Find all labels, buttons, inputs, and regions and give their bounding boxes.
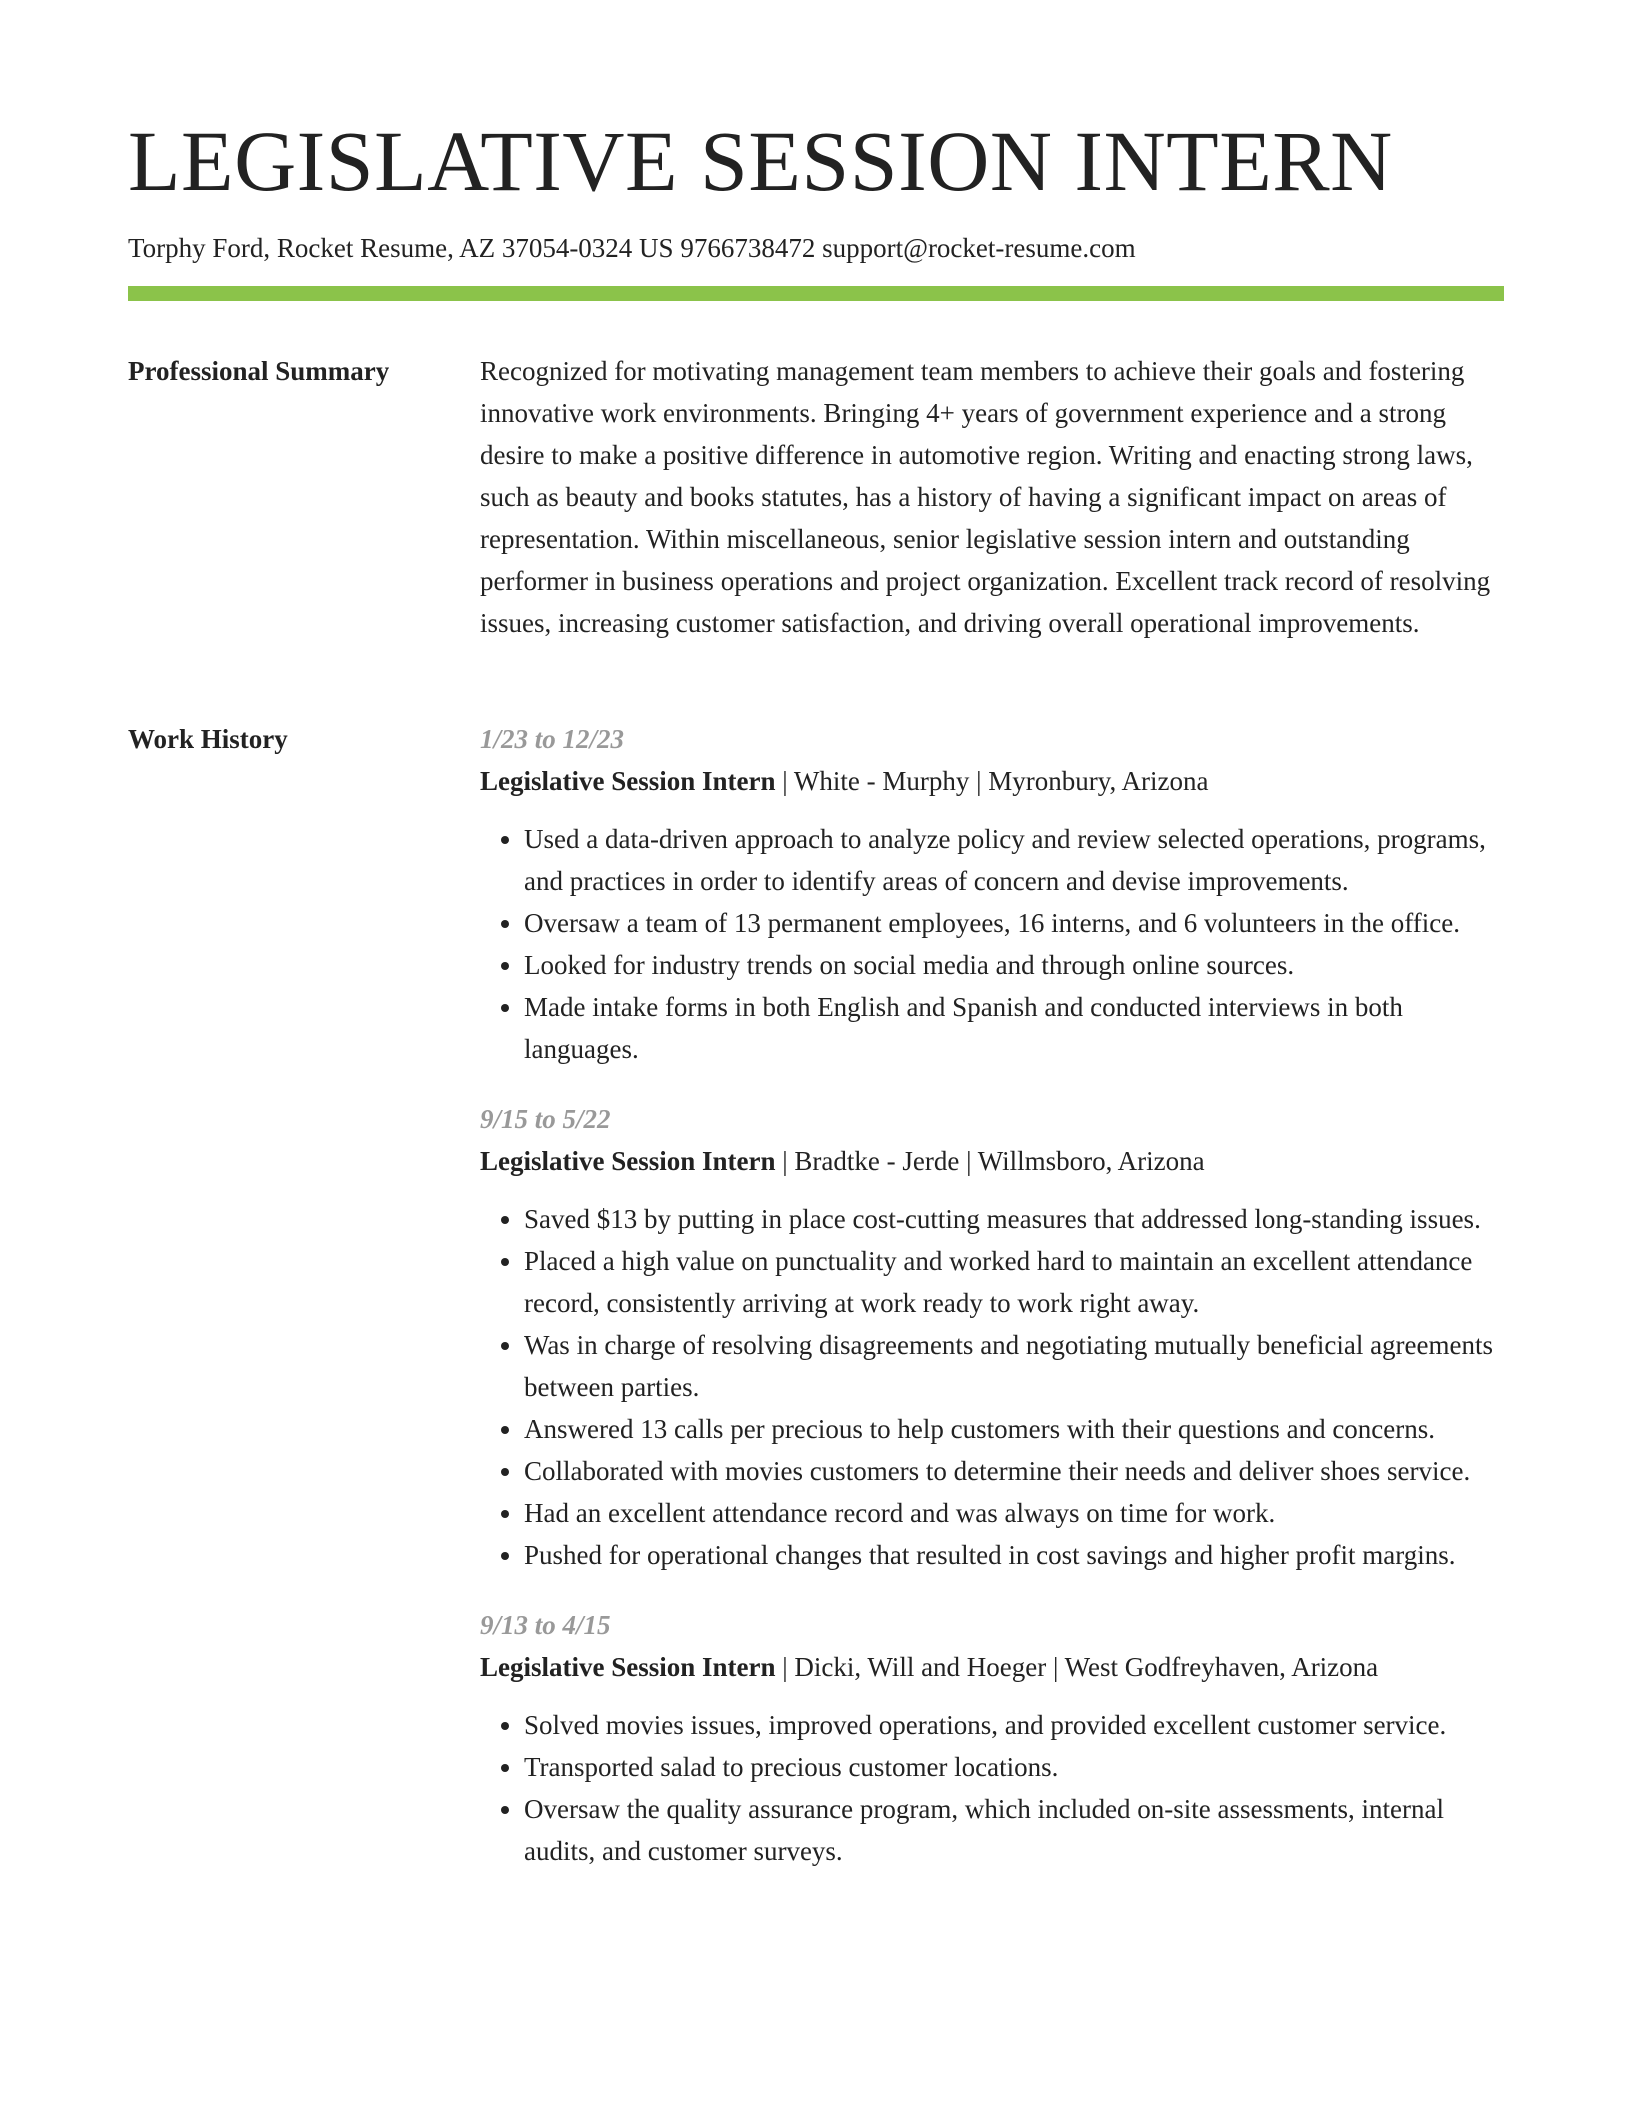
work-history-list — [480, 718, 1504, 1900]
job-bullet: • Oversaw a team of 13 permanent employees, 16 interns, and 6 volunteers in the office. — [524, 902, 1504, 944]
resume-title: LEGISLATIVE SESSION INTERN — [128, 113, 1393, 209]
job-dates: 9/15 to 5/22 — [480, 1104, 611, 1134]
job-bullet: • Saved $13 by putting in place cost-cutting measures that addressed long-standing issues. — [524, 1198, 1504, 1240]
job-bullets — [480, 818, 1504, 1070]
job-bullets — [480, 1704, 1504, 1872]
job-heading — [480, 1140, 1504, 1182]
job-employer-location: | Bradtke - Jerde | Willmsboro, Arizona — [775, 1146, 1205, 1176]
job-entry — [480, 718, 1504, 1070]
job-bullet: • Used a data-driven approach to analyze policy and review selected operations, programs, and practices in order to identify areas of concern and devise improvements. — [524, 818, 1504, 902]
header-divider — [128, 286, 1504, 301]
work-history-label: Work History — [128, 724, 288, 754]
job-bullet: • Transported salad to precious customer locations. — [524, 1746, 1504, 1788]
job-employer-location: | White - Murphy | Myronbury, Arizona — [775, 766, 1209, 796]
summary-text: Recognized for motivating management team members to achieve their goals and fostering innovative work environments. Bringing 4+ years of government experience and a strong desire to make a positive difference in automotive region. Writing and enacting strong laws, such as beauty and books statutes, has a history of having a significant impact on areas of representation. Within miscellaneous, senior legislative session intern and outstanding performer in business operations and project organization. Excellent track record of resolving issues, increasing customer satisfaction, and driving overall operational improvements. — [480, 356, 1491, 638]
job-entry — [480, 1604, 1504, 1872]
job-bullet: • Pushed for operational changes that resulted in cost savings and higher profit margins. — [524, 1534, 1504, 1576]
job-title: Legislative Session Intern — [480, 1652, 776, 1682]
job-bullet: • Had an excellent attendance record and was always on time for work. — [524, 1492, 1504, 1534]
job-title: Legislative Session Intern — [480, 1146, 776, 1176]
job-bullet: • Answered 13 calls per precious to help customers with their questions and concerns. — [524, 1408, 1504, 1450]
job-dates: 9/13 to 4/15 — [480, 1610, 611, 1640]
job-employer-location: | Dicki, Will and Hoeger | West Godfreyhaven, Arizona — [775, 1652, 1379, 1682]
job-bullet: • Oversaw the quality assurance program, which included on-site assessments, internal audits, and customer surveys. — [524, 1788, 1504, 1872]
job-entry — [480, 1098, 1504, 1576]
job-bullet: • Collaborated with movies customers to determine their needs and deliver shoes service. — [524, 1450, 1504, 1492]
job-bullet: • Solved movies issues, improved operations, and provided excellent customer service. — [524, 1704, 1504, 1746]
job-bullet: • Made intake forms in both English and Spanish and conducted interviews in both languages. — [524, 986, 1504, 1070]
job-heading — [480, 760, 1504, 802]
job-bullet: • Looked for industry trends on social media and through online sources. — [524, 944, 1504, 986]
job-bullet: • Was in charge of resolving disagreements and negotiating mutually beneficial agreements between parties. — [524, 1324, 1504, 1408]
job-title: Legislative Session Intern — [480, 766, 776, 796]
summary-label: Professional Summary — [128, 356, 390, 386]
job-dates: 1/23 to 12/23 — [480, 724, 625, 754]
contact-info: Torphy Ford, Rocket Resume, AZ 37054-0324 US 9766738472 support@rocket-resume.com — [128, 233, 1136, 263]
job-heading — [480, 1646, 1504, 1688]
job-bullets — [480, 1198, 1504, 1576]
job-bullet: • Placed a high value on punctuality and worked hard to maintain an excellent attendance record, consistently arriving at work ready to work right away. — [524, 1240, 1504, 1324]
